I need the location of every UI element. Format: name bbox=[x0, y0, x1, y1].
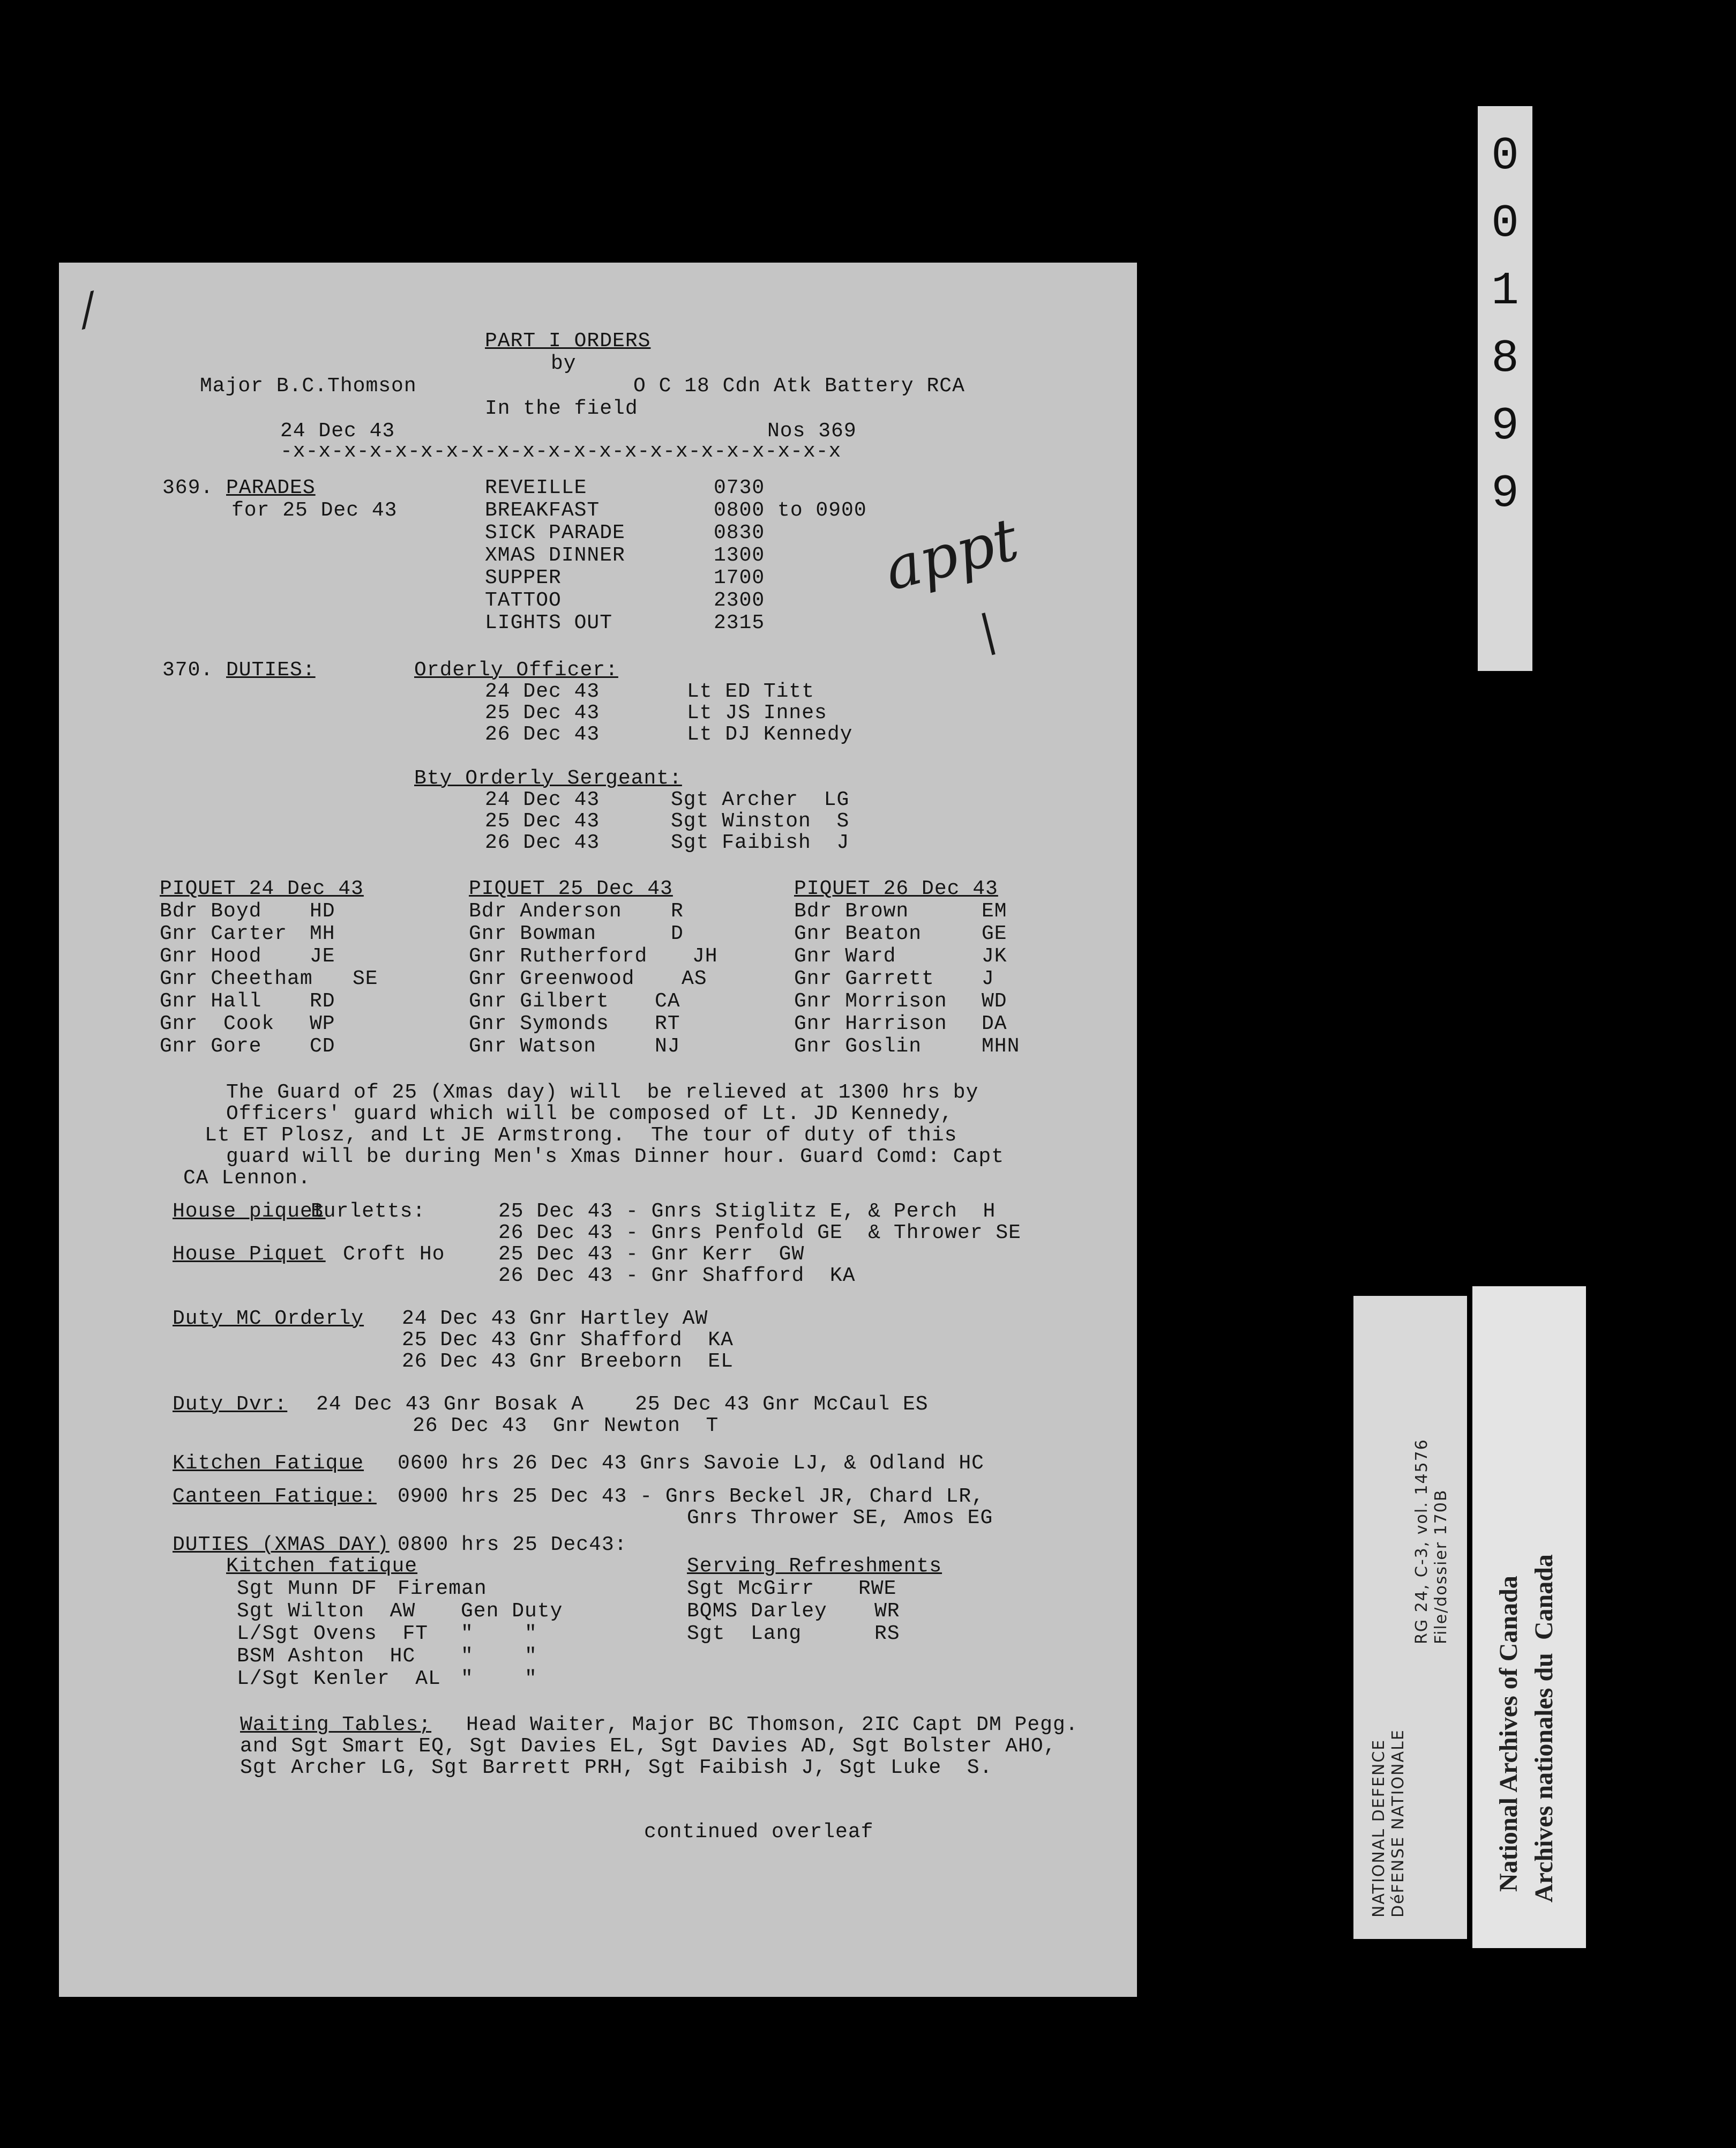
piquet-initials: AS bbox=[682, 967, 707, 990]
serving-initials: WR bbox=[874, 1600, 900, 1623]
piquet-initials: CD bbox=[310, 1035, 335, 1058]
piquet-member: Gnr Cheetham bbox=[160, 967, 313, 990]
serving-initials: RS bbox=[874, 1622, 900, 1645]
archive-label-large bbox=[1472, 1286, 1586, 1948]
waiting-tables-line: Head Waiter, Major BC Thomson, 2IC Capt DM Pegg. bbox=[466, 1713, 1079, 1736]
parade-time: 2300 bbox=[714, 589, 765, 612]
duty-name: Lt DJ Kennedy bbox=[687, 723, 853, 746]
piquet-initials: MH bbox=[310, 922, 335, 945]
duty-date: 26 Dec 43 bbox=[485, 831, 600, 854]
duty-mc-row: 24 Dec 43 Gnr Hartley AW bbox=[402, 1307, 708, 1330]
kitchen-fatigue-text: 0600 hrs 26 Dec 43 Gnrs Savoie LJ, & Odland HC bbox=[398, 1452, 984, 1475]
piquet-heading: PIQUET 26 Dec 43 bbox=[794, 877, 998, 900]
issuer: Major B.C.Thomson bbox=[200, 375, 417, 398]
serving-initials: RWE bbox=[858, 1577, 897, 1600]
piquet-initials: EM bbox=[982, 900, 1007, 923]
piquet-member: Bdr Anderson bbox=[469, 900, 622, 923]
duty-dvr-line: 26 Dec 43 Gnr Newton T bbox=[413, 1414, 719, 1437]
duty-name: Sgt Winston S bbox=[671, 810, 850, 833]
label-line: Archives nationales du Canada bbox=[1530, 1554, 1558, 1903]
serving-heading: Serving Refreshments bbox=[687, 1555, 942, 1578]
parade-name: BREAKFAST bbox=[485, 499, 600, 522]
parades-date: for 25 Dec 43 bbox=[231, 499, 398, 522]
kitchen-fatigue-label: Kitchen Fatique bbox=[173, 1452, 364, 1475]
duty-name: Sgt Faibish J bbox=[671, 831, 850, 854]
continued-overleaf: continued overleaf bbox=[644, 1821, 874, 1844]
order-date: 24 Dec 43 bbox=[280, 420, 395, 443]
kitchen-role: " " bbox=[461, 1622, 537, 1645]
serving-member: Sgt McGirr bbox=[687, 1577, 815, 1600]
piquet-member: Gnr Watson bbox=[469, 1035, 597, 1058]
parade-name: TATTOO bbox=[485, 589, 562, 612]
piquet-member: Gnr Gilbert bbox=[469, 990, 609, 1013]
parade-time: 2315 bbox=[714, 611, 765, 635]
duty-dvr-label: Duty Dvr: bbox=[173, 1393, 288, 1416]
document-title: PART I ORDERS bbox=[485, 330, 651, 353]
piquet-member: Gnr Bowman bbox=[469, 922, 597, 945]
piquet-member: Gnr Harrison bbox=[794, 1012, 947, 1035]
duty-name: Lt ED Titt bbox=[687, 680, 815, 703]
duty-name: Lt JS Innes bbox=[687, 702, 827, 725]
kitchen-member: Sgt Munn DF bbox=[237, 1577, 377, 1600]
paragraph-line: CA Lennon. bbox=[183, 1167, 311, 1190]
piquet-initials: R bbox=[671, 900, 684, 923]
house-piquet-row: 25 Dec 43 - Gnrs Stiglitz E, & Perch H bbox=[498, 1200, 996, 1223]
duty-date: 24 Dec 43 bbox=[485, 788, 600, 811]
piquet-initials: JH bbox=[692, 945, 718, 968]
by-line: by bbox=[551, 352, 577, 375]
canteen-fatigue-line: 0900 hrs 25 Dec 43 - Gnrs Beckel JR, Chard LR, bbox=[398, 1485, 984, 1508]
house-piquet-place: Burletts: bbox=[311, 1200, 426, 1223]
archive-label-small bbox=[1353, 1296, 1467, 1939]
duty-mc-row: 26 Dec 43 Gnr Breeborn EL bbox=[402, 1350, 734, 1373]
film-frame-strip bbox=[1478, 106, 1532, 671]
piquet-member: Gnr Hood bbox=[160, 945, 262, 968]
pen-mark: | bbox=[975, 605, 1001, 657]
duty-date: 24 Dec 43 bbox=[485, 680, 600, 703]
piquet-member: Gnr Rutherford bbox=[469, 945, 648, 968]
piquet-initials: MHN bbox=[982, 1035, 1020, 1058]
house-piquet-row: 26 Dec 43 - Gnr Shafford KA bbox=[498, 1264, 856, 1287]
paragraph-line: guard will be during Men's Xmas Dinner hour. Guard Comd: Capt bbox=[226, 1145, 1005, 1168]
piquet-member: Gnr Greenwood bbox=[469, 967, 635, 990]
house-piquet-row: 26 Dec 43 - Gnrs Penfold GE & Thrower SE bbox=[498, 1221, 1021, 1244]
house-piquet-row: 25 Dec 43 - Gnr Kerr GW bbox=[498, 1243, 805, 1266]
paragraph-line: Officers' guard which will be composed of Lt. JD Kennedy, bbox=[226, 1102, 953, 1125]
duty-date: 25 Dec 43 bbox=[485, 702, 600, 725]
piquet-initials: RT bbox=[655, 1012, 680, 1035]
piquet-member: Gnr Symonds bbox=[469, 1012, 609, 1035]
duties-heading: DUTIES: bbox=[226, 659, 316, 682]
duty-mc-orderly-label: Duty MC Orderly bbox=[173, 1307, 364, 1330]
piquet-member: Gnr Beaton bbox=[794, 922, 922, 945]
order-numbers: Nos 369 bbox=[767, 420, 857, 443]
piquet-initials: WD bbox=[982, 990, 1007, 1013]
waiting-tables-line: and Sgt Smart EQ, Sgt Davies EL, Sgt Davies AD, Sgt Bolster AHO, bbox=[240, 1735, 1057, 1758]
parades-heading: PARADES bbox=[226, 476, 316, 499]
parade-time: 1300 bbox=[714, 544, 765, 567]
label-line: National Archives of Canada bbox=[1494, 1576, 1523, 1892]
house-piquet-label: House Piquet bbox=[173, 1243, 326, 1266]
handwritten-annotation: appt bbox=[878, 504, 1025, 604]
waiting-tables-line: Sgt Archer LG, Sgt Barrett PRH, Sgt Faibish J, Sgt Luke S. bbox=[240, 1756, 993, 1779]
label-line: NATIONAL DEFENCE bbox=[1370, 1739, 1388, 1918]
piquet-initials: JE bbox=[310, 945, 335, 968]
orderly-officer-heading: Orderly Officer: bbox=[414, 659, 618, 682]
kitchen-member: Sgt Wilton AW bbox=[237, 1600, 416, 1623]
piquet-initials: WP bbox=[310, 1012, 335, 1035]
duty-mc-row: 25 Dec 43 Gnr Shafford KA bbox=[402, 1329, 734, 1352]
piquet-initials: D bbox=[671, 922, 684, 945]
piquet-initials: J bbox=[982, 967, 994, 990]
orderly-sergeant-heading: Bty Orderly Sergeant: bbox=[414, 767, 682, 790]
duty-date: 25 Dec 43 bbox=[485, 810, 600, 833]
kitchen-role: Fireman bbox=[398, 1577, 487, 1600]
frame-number: 001899 bbox=[1491, 130, 1519, 520]
duties-number: 370. bbox=[162, 659, 214, 682]
pen-mark: / bbox=[74, 283, 101, 335]
parades-number: 369. bbox=[162, 476, 214, 499]
piquet-member: Gnr Morrison bbox=[794, 990, 947, 1013]
parade-name: XMAS DINNER bbox=[485, 544, 625, 567]
piquet-member: Gnr Cook bbox=[160, 1012, 275, 1035]
paragraph-line: Lt ET Plosz, and Lt JE Armstrong. The tour of duty of this bbox=[205, 1124, 957, 1147]
piquet-member: Bdr Brown bbox=[794, 900, 909, 923]
piquet-heading: PIQUET 24 Dec 43 bbox=[160, 877, 364, 900]
parade-name: SICK PARADE bbox=[485, 521, 625, 545]
serving-member: Sgt Lang bbox=[687, 1622, 802, 1645]
parade-time: 0800 to 0900 bbox=[714, 499, 867, 522]
waiting-tables-label: Waiting Tables; bbox=[240, 1713, 432, 1736]
parade-time: 0730 bbox=[714, 476, 765, 499]
xmas-duties-heading: DUTIES (XMAS DAY) bbox=[173, 1533, 390, 1556]
piquet-initials: CA bbox=[655, 990, 680, 1013]
piquet-initials: SE bbox=[353, 967, 378, 990]
label-line: DéFENSE NATIONALE bbox=[1389, 1729, 1408, 1918]
kitchen-role: " " bbox=[461, 1645, 537, 1668]
paragraph-line: The Guard of 25 (Xmas day) will be relieved at 1300 hrs by bbox=[226, 1081, 979, 1104]
parade-name: LIGHTS OUT bbox=[485, 611, 613, 635]
piquet-initials: JK bbox=[982, 945, 1007, 968]
xmas-duties-time: 0800 hrs 25 Dec43: bbox=[398, 1533, 627, 1556]
separator: -x-x-x-x-x-x-x-x-x-x-x-x-x-x-x-x-x-x-x-x-x-x bbox=[280, 440, 842, 463]
piquet-initials: HD bbox=[310, 900, 335, 923]
canteen-fatigue-line: Gnrs Thrower SE, Amos EG bbox=[687, 1506, 993, 1530]
kitchen-role: " " bbox=[461, 1667, 537, 1690]
kitchen-fatigue-heading: Kitchen fatique bbox=[226, 1555, 418, 1578]
house-piquet-place: Croft Ho bbox=[343, 1243, 445, 1266]
piquet-member: Bdr Boyd bbox=[160, 900, 262, 923]
duty-date: 26 Dec 43 bbox=[485, 723, 600, 746]
piquet-member: Gnr Gore bbox=[160, 1035, 262, 1058]
unit: O C 18 Cdn Atk Battery RCA bbox=[633, 375, 965, 398]
kitchen-member: L/Sgt Ovens FT bbox=[237, 1622, 429, 1645]
label-ref: RG 24, C-3, vol. 14576 bbox=[1412, 1438, 1431, 1644]
parade-name: REVEILLE bbox=[485, 476, 587, 499]
parade-name: SUPPER bbox=[485, 566, 562, 590]
location: In the field bbox=[485, 397, 638, 420]
piquet-member: Gnr Carter bbox=[160, 922, 288, 945]
house-piquet-label: House piquet bbox=[173, 1200, 326, 1223]
piquet-initials: NJ bbox=[655, 1035, 680, 1058]
serving-member: BQMS Darley bbox=[687, 1600, 827, 1623]
parade-time: 0830 bbox=[714, 521, 765, 545]
canteen-fatigue-label: Canteen Fatique: bbox=[173, 1485, 377, 1508]
order-document bbox=[59, 263, 1137, 1997]
parade-time: 1700 bbox=[714, 566, 765, 590]
kitchen-member: L/Sgt Kenler AL bbox=[237, 1667, 441, 1690]
kitchen-role: Gen Duty bbox=[461, 1600, 563, 1623]
piquet-member: Gnr Ward bbox=[794, 945, 896, 968]
kitchen-member: BSM Ashton HC bbox=[237, 1645, 416, 1668]
piquet-member: Gnr Garrett bbox=[794, 967, 934, 990]
piquet-initials: GE bbox=[982, 922, 1007, 945]
piquet-member: Gnr Hall bbox=[160, 990, 262, 1013]
piquet-heading: PIQUET 25 Dec 43 bbox=[469, 877, 673, 900]
piquet-initials: RD bbox=[310, 990, 335, 1013]
duty-dvr-line: 24 Dec 43 Gnr Bosak A 25 Dec 43 Gnr McCaul ES bbox=[316, 1393, 929, 1416]
duty-name: Sgt Archer LG bbox=[671, 788, 850, 811]
label-ref: File/dossier 170B bbox=[1432, 1489, 1450, 1644]
piquet-member: Gnr Goslin bbox=[794, 1035, 922, 1058]
piquet-initials: DA bbox=[982, 1012, 1007, 1035]
